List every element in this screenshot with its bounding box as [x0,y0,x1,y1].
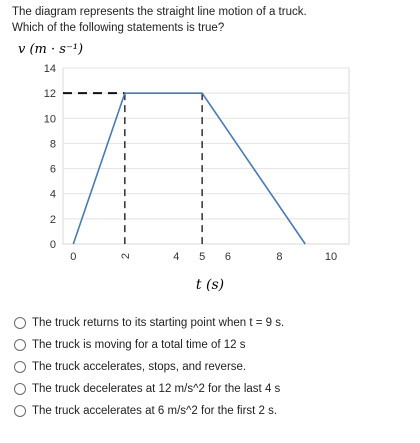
y-tick-label: 0 [49,239,56,251]
radio-button[interactable] [14,317,26,329]
radio-button[interactable] [14,383,26,395]
option-2[interactable] [14,334,284,356]
y-tick-labels [44,63,56,251]
option-label: The truck is moving for a total time of 12 s [32,339,246,351]
option-label: The truck decelerates at 12 m/s^2 for the last 4 s [32,383,281,395]
y-tick-label: 10 [43,113,56,126]
option-label: The truck accelerates at 6 m/s^2 for the first 2 s. [32,405,278,417]
plot-area [63,68,349,244]
option-label: The truck returns to its starting point when t = 9 s. [32,317,285,329]
y-tick-label: 2 [49,213,56,226]
x-tick-label: 2 [119,252,132,260]
y-tick-label: 8 [49,138,56,151]
answer-options [14,312,284,422]
x-tick-label: 4 [173,251,180,263]
radio-button[interactable] [14,361,26,373]
y-tick-label: 4 [49,188,56,201]
question-line-1: The diagram represents the straight line motion of a truck. [12,6,307,18]
x-tick-label: 10 [324,251,338,263]
radio-button[interactable] [14,405,26,417]
x-tick-label: 6 [224,251,231,263]
y-tick-label: 6 [49,163,56,176]
option-1[interactable] [14,312,284,334]
option-3[interactable] [14,356,284,378]
x-axis-label: t (s) [195,277,225,293]
x-tick-labels [70,251,337,263]
x-tick-label: 5 [199,251,206,263]
y-tick-label: 12 [43,88,56,101]
x-tick-label: 8 [276,251,283,263]
option-label: The truck accelerates, stops, and reverse. [32,361,247,373]
velocity-time-chart [0,40,420,300]
question-line-2: Which of the following statements is true? [12,22,225,34]
x-tick-label: 0 [70,251,77,263]
option-5[interactable] [14,400,284,422]
y-tick-label: 14 [43,63,56,75]
question-text [12,4,307,36]
option-4[interactable] [14,378,284,400]
radio-button[interactable] [14,339,26,351]
y-axis-label: v (m · s⁻¹) [18,42,84,57]
